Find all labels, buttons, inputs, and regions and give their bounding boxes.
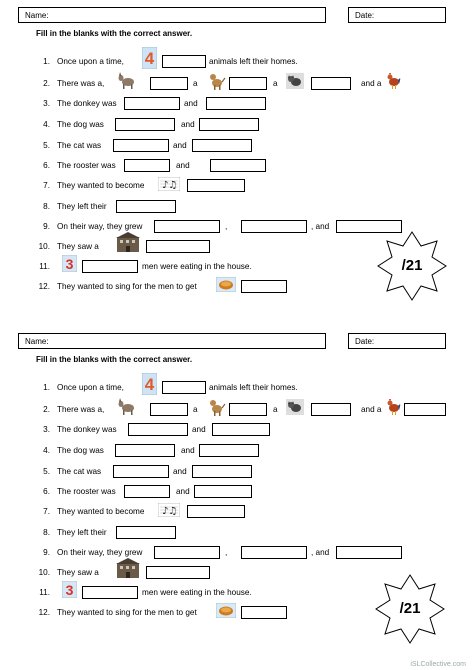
question-number: 10. [38,242,50,251]
svg-text:4: 4 [144,49,155,68]
question-text-after: animals left their homes. [209,383,298,392]
question-text-after: men were eating in the house. [142,588,252,597]
question-text: On their way, they grew [57,548,143,557]
question-text: The donkey was [57,425,117,434]
svg-text:♪♫: ♪♫ [162,180,178,191]
question-4 [0,116,474,134]
donkey-icon [117,72,137,90]
answer-blank[interactable] [404,403,446,416]
date-field[interactable] [348,7,446,23]
answer-blank[interactable] [212,423,270,436]
question-number: 9. [43,222,50,231]
article-a: a [193,79,198,88]
question-number: 12. [38,282,50,291]
conjunction-and-a: and a [361,405,382,414]
number-3-icon [62,581,77,598]
answer-blank[interactable] [124,485,170,498]
answer-blank[interactable] [229,403,267,416]
conjunction-and: and [173,141,187,150]
question-number: 4. [43,120,50,129]
conjunction-and-a: and a [361,79,382,88]
question-number: 3. [43,99,50,108]
question-number: 5. [43,467,50,476]
answer-blank[interactable] [82,260,138,273]
answer-blank[interactable] [162,55,206,68]
question-text-after: animals left their homes. [209,57,298,66]
question-4 [0,442,474,460]
question-text: The rooster was [57,487,116,496]
conjunction-and: and [184,99,198,108]
question-1 [0,375,474,397]
question-text: The cat was [57,467,102,476]
question-5 [0,463,474,481]
question-number: 1. [43,57,50,66]
house-icon [116,558,140,578]
answer-blank[interactable] [113,465,169,478]
answer-blank[interactable] [199,118,259,131]
answer-blank[interactable] [194,485,252,498]
donkey-icon [117,398,137,416]
question-number: 7. [43,181,50,190]
instructions: Fill in the blanks with the correct answer. [36,29,193,38]
food-icon [216,603,236,618]
worksheet-1 [0,0,474,330]
question-text: They wanted to sing for the men to get [57,282,197,291]
name-field[interactable] [18,7,326,23]
question-number: 6. [43,161,50,170]
svg-text:4: 4 [144,375,155,394]
instructions: Fill in the blanks with the correct answer. [36,355,193,364]
question-text: They wanted to become [57,181,145,190]
conjunction-and: and [176,487,190,496]
answer-blank[interactable] [128,423,188,436]
watermark: iSLCollective.com [410,661,466,668]
question-text: The donkey was [57,99,117,108]
question-text: The rooster was [57,161,116,170]
cat-icon [286,73,304,89]
question-number: 3. [43,425,50,434]
question-text: Once upon a time, [57,383,124,392]
question-number: 11. [39,262,50,271]
answer-blank[interactable] [199,444,259,457]
question-number: 5. [43,141,50,150]
conjunction-and: , and [311,222,330,231]
name-label: Name: [25,337,49,346]
answer-blank[interactable] [210,159,266,172]
food-icon [216,277,236,292]
answer-blank[interactable] [124,159,170,172]
answer-blank[interactable] [115,118,175,131]
answer-blank[interactable] [241,220,307,233]
question-2 [0,401,474,419]
answer-blank[interactable] [206,97,266,110]
conjunction-and: and [173,467,187,476]
answer-blank[interactable] [229,77,267,90]
comma: , [225,548,228,557]
question-text-after: men were eating in the house. [142,262,252,271]
question-text: There was a, [57,405,105,414]
question-text: They saw a [57,568,99,577]
dog-icon [208,398,226,416]
question-number: 11. [39,588,50,597]
answer-blank[interactable] [241,546,307,559]
question-number: 8. [43,528,50,537]
question-number: 1. [43,383,50,392]
score-star [375,574,445,644]
question-text: They wanted to become [57,507,145,516]
answer-blank[interactable] [154,546,220,559]
number-4-icon [142,373,157,395]
question-5 [0,137,474,155]
conjunction-and: and [181,120,195,129]
question-number: 4. [43,446,50,455]
question-9 [0,544,474,562]
question-text: They left their [57,528,107,537]
name-label: Name: [25,11,49,20]
question-text: They saw a [57,242,99,251]
question-7 [0,503,474,521]
answer-blank[interactable] [311,403,351,416]
score-star [377,231,447,301]
answer-blank[interactable] [187,505,245,518]
score-label: /21 [401,257,423,274]
question-text: Once upon a time, [57,57,124,66]
article-a: a [273,79,278,88]
svg-text:3: 3 [65,582,74,598]
rooster-icon [386,398,402,416]
question-number: 9. [43,548,50,557]
question-number: 10. [38,568,50,577]
cat-icon [286,399,304,415]
conjunction-and: and [176,161,190,170]
question-text: The dog was [57,120,104,129]
answer-blank[interactable] [241,280,287,293]
question-1 [0,49,474,71]
answer-blank[interactable] [187,179,245,192]
comma: , [225,222,228,231]
house-icon [116,232,140,252]
dog-icon [208,72,226,90]
music-notes-icon [158,503,180,517]
svg-text:3: 3 [65,256,74,272]
answer-blank[interactable] [336,546,402,559]
question-3 [0,421,474,439]
date-field[interactable] [348,333,446,349]
answer-blank[interactable] [154,220,220,233]
answer-blank[interactable] [146,240,210,253]
question-number: 7. [43,507,50,516]
question-6 [0,157,474,175]
article-a: a [273,405,278,414]
answer-blank[interactable] [116,526,176,539]
date-label: Date: [355,337,375,346]
conjunction-and: and [192,425,206,434]
question-7 [0,177,474,195]
conjunction-and: , and [311,548,330,557]
question-2 [0,75,474,93]
worksheet-2 [0,325,474,655]
question-8 [0,524,474,542]
article-a: a [193,405,198,414]
question-8 [0,198,474,216]
question-number: 6. [43,487,50,496]
conjunction-and: and [181,446,195,455]
answer-blank[interactable] [82,586,138,599]
answer-blank[interactable] [192,139,252,152]
question-text: They wanted to sing for the men to get [57,608,197,617]
question-number: 2. [43,79,50,88]
question-text: On their way, they grew [57,222,143,231]
question-6 [0,483,474,501]
answer-blank[interactable] [113,139,169,152]
answer-blank[interactable] [116,200,176,213]
number-4-icon [142,47,157,69]
question-text: They left their [57,202,107,211]
number-3-icon [62,255,77,272]
svg-text:♪♫: ♪♫ [162,506,178,517]
answer-blank[interactable] [115,444,175,457]
question-text: The cat was [57,141,102,150]
answer-blank[interactable] [192,465,252,478]
date-label: Date: [355,11,375,20]
question-text: The dog was [57,446,104,455]
answer-blank[interactable] [124,97,180,110]
question-text: There was a, [57,79,105,88]
question-number: 8. [43,202,50,211]
music-notes-icon [158,177,180,191]
name-field[interactable] [18,333,326,349]
score-label: /21 [399,600,421,617]
answer-blank[interactable] [162,381,206,394]
answer-blank[interactable] [241,606,287,619]
answer-blank[interactable] [311,77,351,90]
answer-blank[interactable] [146,566,210,579]
question-3 [0,95,474,113]
answer-blank[interactable] [150,77,188,90]
question-number: 2. [43,405,50,414]
question-number: 12. [38,608,50,617]
rooster-icon [386,72,402,90]
answer-blank[interactable] [150,403,188,416]
